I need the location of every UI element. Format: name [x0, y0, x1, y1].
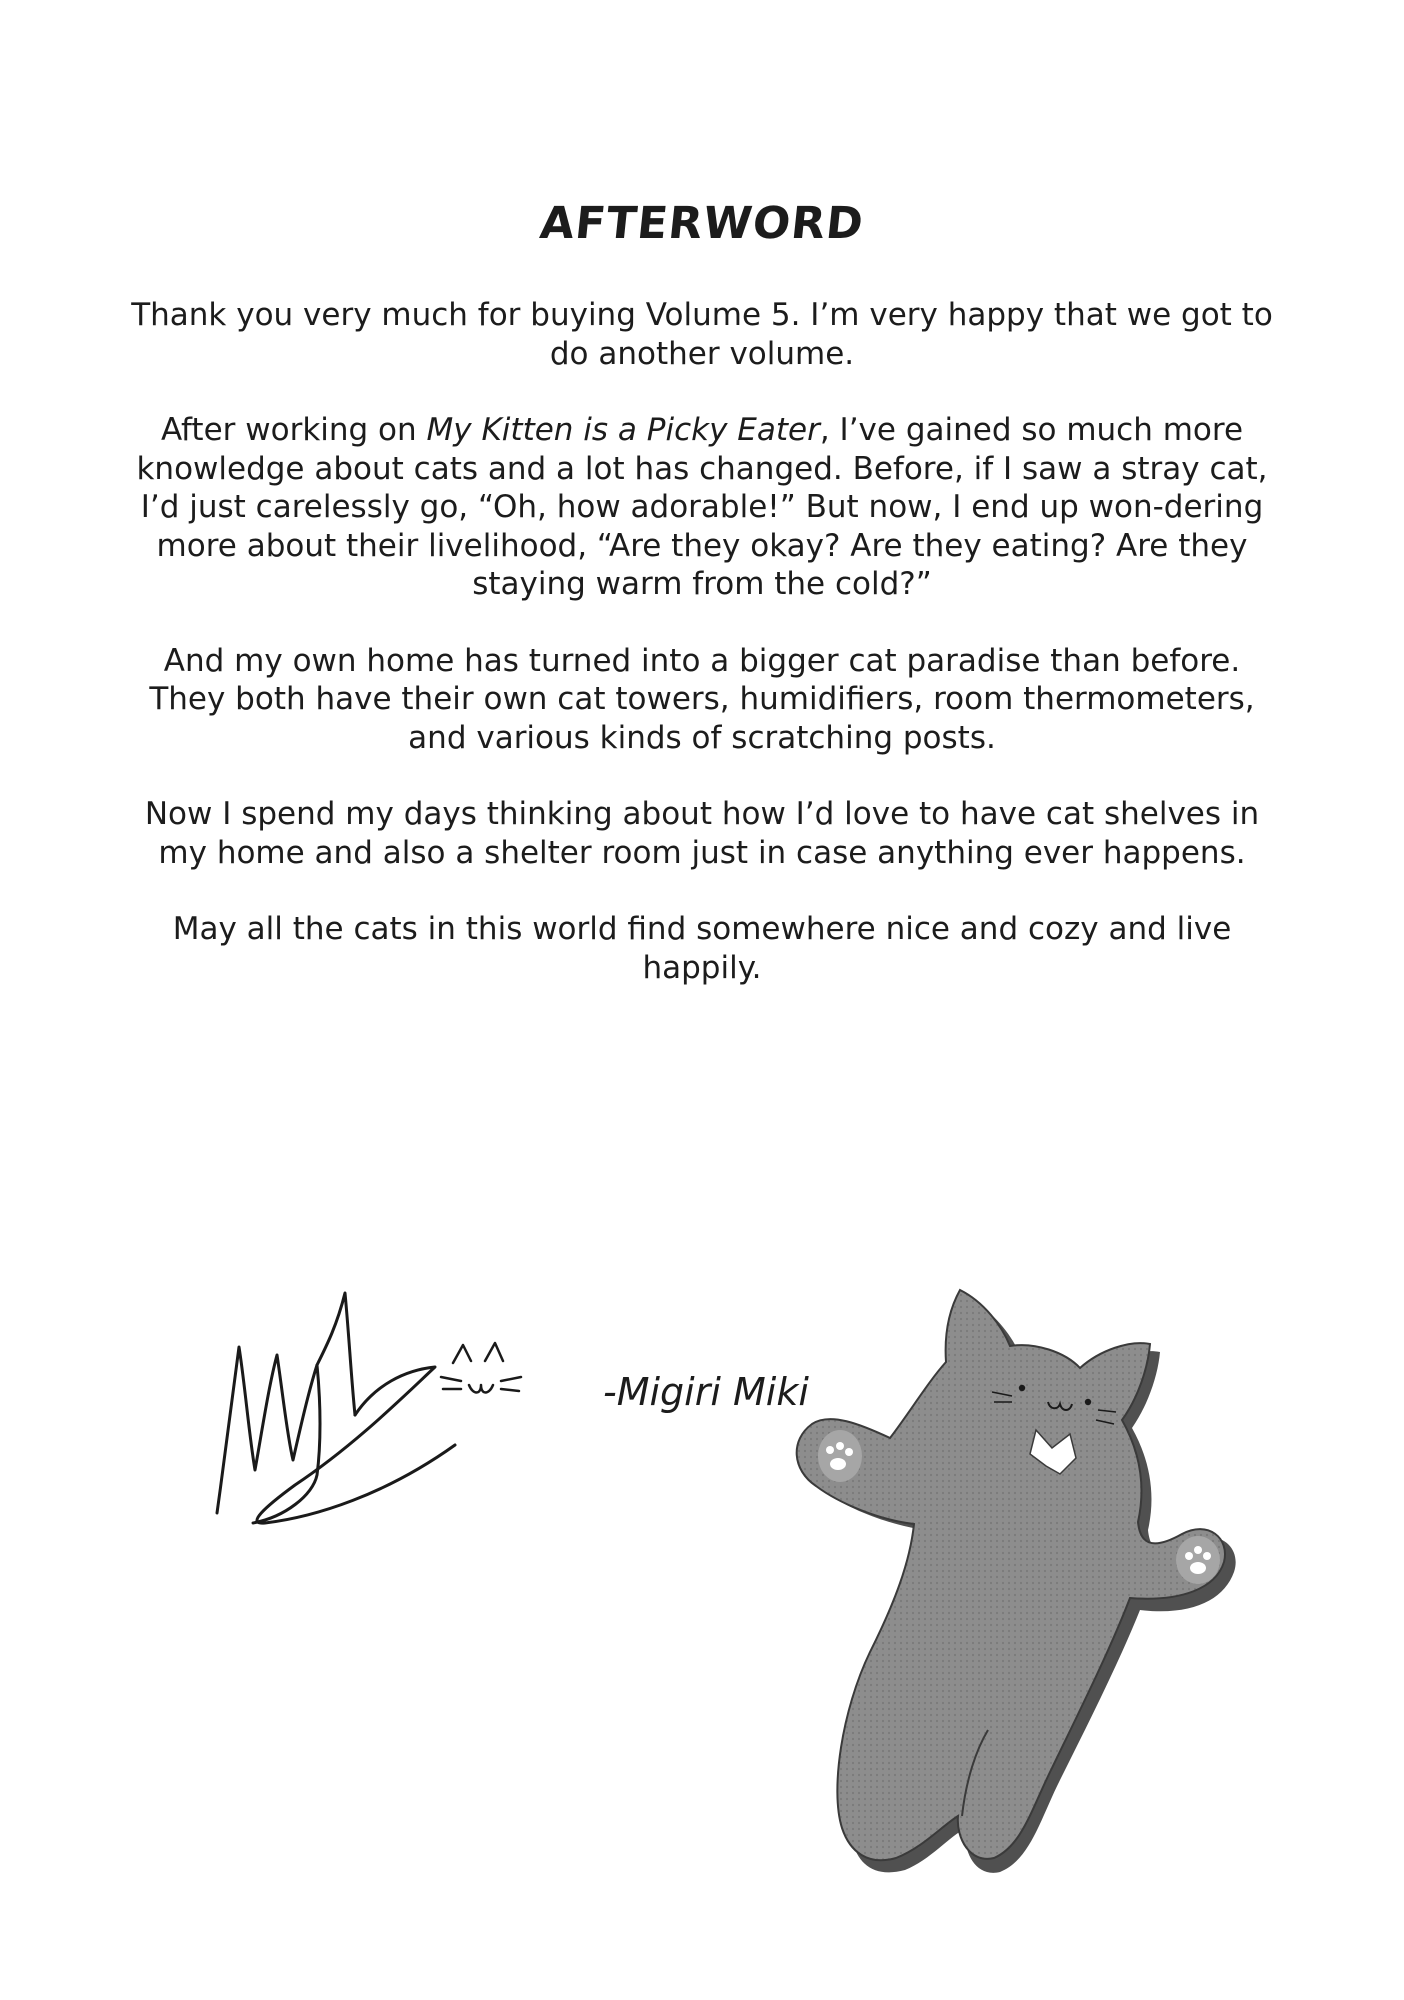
page-title: AFTERWORD	[537, 198, 867, 249]
author-name: -Migiri Miki	[603, 1370, 809, 1414]
paragraph-future: Now I spend my days thinking about how I’d love to have cat shelves in my home and also a shelter room just in case anything ever happens.	[144, 796, 1260, 871]
paragraph-home: And my own home has turned into a bigger cat paradise than before. They both have their own cat towers, humidifiers, room thermometers, and various kinds of scratching posts.	[149, 642, 1255, 756]
paragraph-knowledge	[122, 411, 1282, 604]
paragraph-knowledge-intro: After working on	[160, 412, 427, 448]
afterword-body	[122, 296, 1282, 1025]
signature-icon	[205, 1285, 550, 1525]
book-title: My Kitten is a Picky Eater	[426, 412, 820, 448]
paragraph-thanks: Thank you very much for buying Volume 5. I’m very happy that we got to do another volume.	[131, 297, 1273, 372]
cat-illustration-icon	[730, 1280, 1270, 1880]
paragraph-knowledge-rest: , I’ve gained so much more knowledge about cats and a lot has changed. Before, if I saw a stray cat, I’d just carelessly go, “Oh, how adorable!” But now, I end up won-dering more about their livelihood, “Are they okay? Are they eating? Are they staying warm from the cold?”	[136, 412, 1268, 602]
paragraph-wish: May all the cats in this world find somewhere nice and cozy and live happily.	[172, 911, 1232, 986]
